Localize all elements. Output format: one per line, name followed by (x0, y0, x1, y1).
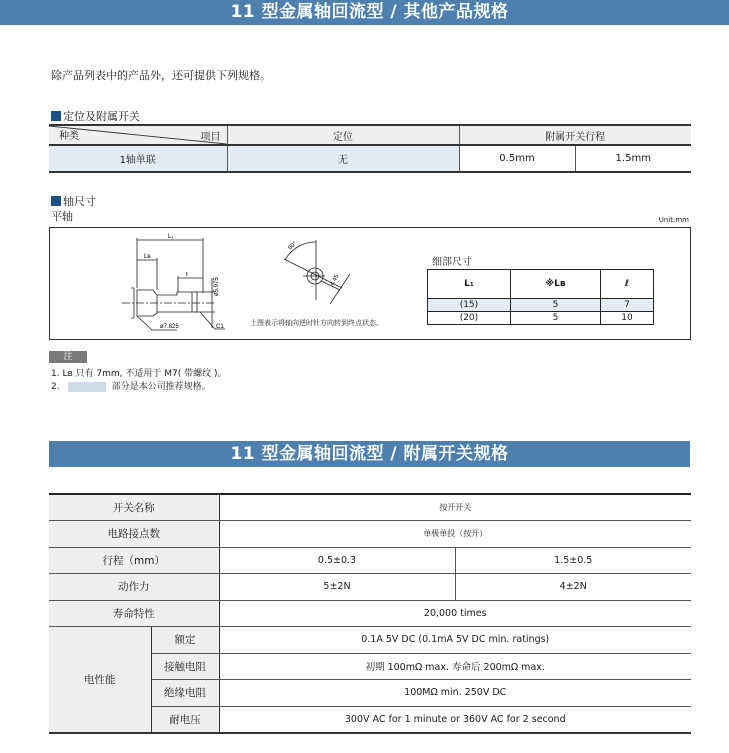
note-number: 2. (51, 382, 60, 392)
shaft-side-view (122, 238, 225, 330)
label-dia-small: ø5.975 (214, 277, 220, 296)
cell-travel-a: 0.5mm (459, 145, 575, 172)
table-row (428, 312, 654, 325)
label-l: ℓ (186, 272, 188, 278)
header-switch-travel: 附属开关行程 (459, 125, 691, 145)
cell-type: 1轴单联 (49, 145, 227, 172)
note-item-2 (51, 379, 211, 392)
table-row (49, 494, 691, 521)
table-row (49, 521, 691, 548)
row-value: 0.5±0.3 (219, 547, 455, 574)
note-item-1: 1. Lʙ 只有 7mm, 不适用于 M7( 带螺纹 )。 (51, 369, 227, 379)
shaft-front-view (284, 240, 350, 304)
diagonal-header-cell (49, 125, 227, 145)
cell-travel-b: 1.5mm (615, 153, 651, 164)
row-label: 电路接点数 (49, 521, 219, 548)
detail-cell: (20) (428, 312, 511, 325)
detail-header: ※Lʙ (510, 270, 600, 299)
table-row (428, 299, 654, 312)
section-square-icon (51, 196, 61, 206)
row-value: 20,000 times (219, 600, 691, 627)
table-row (49, 627, 691, 654)
detail-header: ℓ (601, 270, 654, 299)
row-label: 开关名称 (49, 494, 219, 521)
positioning-table (49, 124, 691, 173)
note-badge: 注 (49, 351, 87, 363)
table-row (49, 547, 691, 574)
detail-header: L₁ (428, 270, 511, 299)
switch-spec-table (49, 493, 691, 734)
row-value: 初期 100mΩ max. 寿命后 200mΩ max. (219, 653, 691, 680)
detail-title: 细部尺寸 (432, 257, 472, 268)
row-label: 行程（mm） (49, 547, 219, 574)
row-value: 单极单投（按开） (219, 521, 691, 548)
sub-label: 额定 (151, 627, 219, 654)
note-text: 部分是本公司推荐规格。 (111, 382, 211, 392)
row-value: 4±2N (455, 574, 691, 601)
detail-cell: (15) (428, 299, 511, 312)
row-value: 1.5±0.5 (455, 547, 691, 574)
page-banner (0, 0, 729, 25)
row-value: 5±2N (219, 574, 455, 601)
electrical-label: 电性能 (49, 627, 151, 733)
label-lb: Lʙ (144, 254, 151, 260)
row-label: 动作力 (49, 574, 219, 601)
intro-text: 除产品列表中的产品外，还可提供下列规格。 (51, 69, 271, 82)
row-value: 100MΩ min. 250V DC (219, 680, 691, 707)
row-label: 寿命特性 (49, 600, 219, 627)
detail-cell: 7 (601, 299, 654, 312)
header-col-label: 项目 (200, 132, 221, 143)
row-value: 300V AC for 1 minute or 360V AC for 2 second (344, 713, 566, 725)
section-title-positioning (51, 108, 140, 124)
section-title-shaft (51, 193, 96, 209)
drawing-caption: 上图表示将轴向逆时针方向转到终点状态。 (250, 319, 383, 327)
detail-cell: 5 (510, 312, 600, 325)
label-dia-large: ø7.825 (160, 324, 179, 330)
label-l1: L₁ (168, 234, 174, 240)
header-positioning: 定位 (227, 125, 459, 145)
shaft-drawing-box (49, 227, 691, 340)
unit-label: Unit:mm (658, 216, 689, 224)
label-offset: 4.45 (329, 273, 341, 287)
recommended-color-swatch (68, 382, 106, 392)
section-title-text: 轴尺寸 (63, 195, 96, 208)
page-banner-title: 11 型金属轴回流型 / 其他产品规格 (230, 2, 509, 22)
label-chamfer: C1 (216, 324, 224, 330)
header-row-label: 种类 (59, 131, 79, 142)
table-row (49, 600, 691, 627)
switch-spec-banner: 11 型金属轴回流型 / 附属开关规格 (49, 441, 690, 467)
shaft-subtitle: 平轴 (51, 210, 73, 223)
row-value: 0.1A 5V DC (0.1mA 5V DC min. ratings) (219, 627, 691, 654)
section-square-icon (51, 111, 61, 121)
row-value: 按开开关 (219, 494, 691, 521)
table-row (49, 574, 691, 601)
sub-label: 绝缘电阻 (151, 680, 219, 707)
sub-label: 耐电压 (151, 706, 219, 733)
section-title-text: 定位及附属开关 (63, 110, 140, 123)
detail-cell: 5 (510, 299, 600, 312)
sub-label: 接触电阻 (151, 653, 219, 680)
detail-dimensions-table (427, 269, 654, 325)
label-angle: 60° (287, 241, 299, 252)
table-row (49, 145, 691, 172)
cell-positioning: 无 (227, 145, 459, 172)
detail-cell: 10 (601, 312, 654, 325)
